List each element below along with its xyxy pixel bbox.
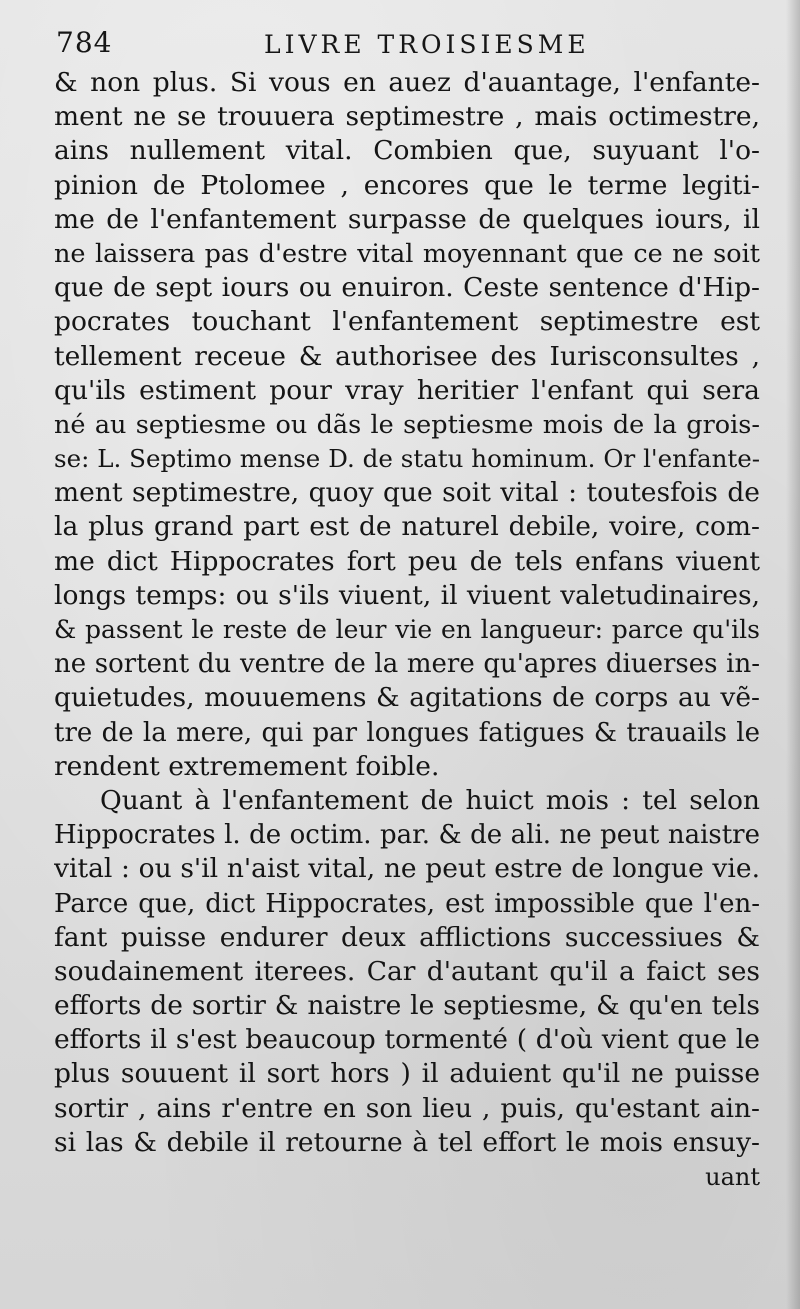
text-line: ne sortent du ventre de la mere qu'apres diuerses in-: [54, 649, 760, 680]
text-line: me de l'enfantement surpasse de quelques iours, il: [54, 203, 760, 235]
running-title: LIVRE TROISIESME: [264, 30, 590, 59]
text-line: vital : ou s'il n'aist vital, ne peut estre de longue vie.: [54, 853, 760, 885]
text-line: rendent extremement foible.: [54, 750, 440, 782]
text-line: ment septimestre, quoy que soit vital : toutesfois de: [54, 477, 760, 509]
text-line: que de sept iours ou enuiron. Ceste sentence d'Hip-: [54, 272, 760, 304]
text-line: ment ne se trouuera septimestre , mais octimestre,: [54, 101, 760, 133]
text-line: Quant à l'enfantement de huict mois : tel selon: [100, 784, 760, 816]
text-line: longs temps: ou s'ils viuent, il viuent valetudinaires,: [54, 579, 760, 611]
text-line: efforts de sortir & naistre le septiesme, & qu'en tels: [54, 990, 760, 1022]
text-line: Hippocrates l. de octim. par. & de ali. ne peut naistre: [54, 820, 760, 851]
text-line: plus souuent il sort hors ) il aduient qu'il ne puisse: [54, 1058, 760, 1090]
text-line: si las & debile il retourne à tel effort le mois ensuy-: [54, 1126, 760, 1158]
text-line: me dict Hippocrates fort peu de tels enfans viuent: [54, 545, 760, 577]
text-line: ne laissera pas d'estre vital moyennant que ce ne soit: [54, 238, 760, 269]
text-line: se: L. Septimo mense D. de statu hominum. Or l'enfante-: [54, 444, 760, 474]
text-line: la plus grand part est de naturel debile, voire, com-: [54, 511, 760, 543]
text-line: pocrates touchant l'enfantement septimestre est: [54, 306, 760, 338]
text-line: quietudes, mouuemens & agitations de corps au vẽ-: [54, 682, 760, 714]
text-line: pinion de Ptolomee , encores que le terme legiti-: [54, 169, 760, 201]
text-line: soudainement iterees. Car d'autant qu'il a faict ses: [54, 955, 760, 987]
catchword: uant: [705, 1163, 760, 1191]
running-head: [56, 26, 756, 66]
page-number: 784: [56, 26, 113, 59]
text-line: tre de la mere, qui par longues fatigues & trauails le: [54, 717, 760, 748]
text-line: efforts il s'est beaucoup tormenté ( d'où vient que le: [54, 1024, 760, 1056]
text-line: Parce que, dict Hippocrates, est impossible que l'en-: [54, 888, 760, 919]
body-text: [54, 66, 760, 1194]
text-line: sortir , ains r'entre en son lieu , puis, qu'estant ain-: [54, 1092, 760, 1124]
text-line: & passent le reste de leur vie en langueur: parce qu'ils: [54, 615, 760, 644]
text-line: né au septiesme ou dãs le septiesme mois de la grois-: [54, 409, 760, 440]
text-line: qu'ils estiment pour vray heritier l'enfant qui sera: [54, 374, 760, 406]
text-line: ains nullement vital. Combien que, suyuant l'o-: [54, 135, 760, 167]
text-line: fant puisse endurer deux afflictions successiues &: [54, 921, 760, 953]
text-line: & non plus. Si vous en auez d'auantage, l'enfante-: [54, 67, 760, 98]
text-line: tellement receue & authorisee des Iurisconsultes ,: [54, 340, 760, 372]
